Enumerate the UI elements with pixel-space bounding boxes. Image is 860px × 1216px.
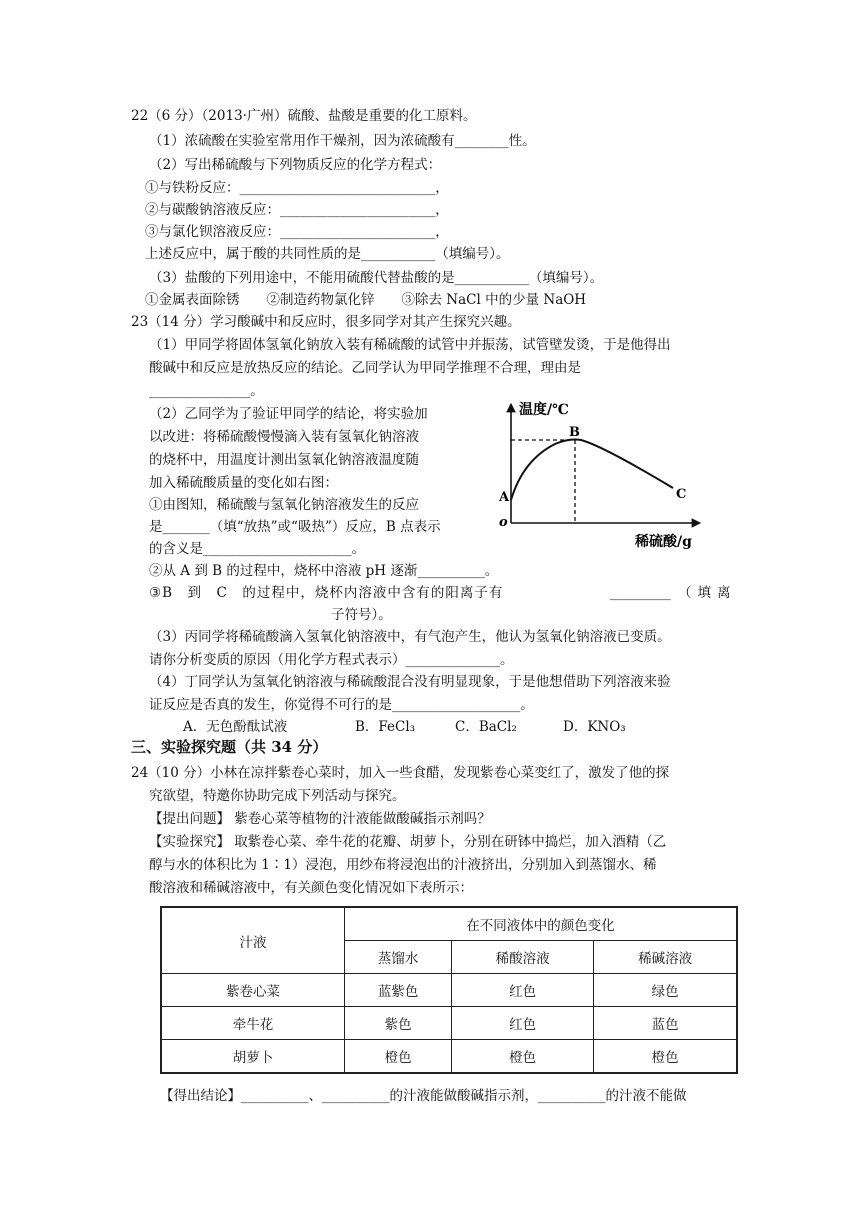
table-cell: 橙色 [594, 1040, 737, 1074]
x-axis-label: 稀硫酸/g [635, 534, 692, 550]
table-cell: 蓝色 [594, 1007, 737, 1040]
q24-question: 【提出问题】 紫卷心菜等植物的汁液能做酸碱指示剂吗？ [149, 811, 491, 827]
table-row [161, 1040, 737, 1074]
table-cell: 紫色 [345, 1007, 452, 1040]
q23-heading: 23（14 分）学习酸碱中和反应时，很多同学对其产生探究兴趣。 [131, 314, 521, 330]
q22-part1: （1）浓硫酸在实验室常用作干燥剂，因为浓硫酸有________性。 [149, 133, 536, 149]
q23-part4-line1: （4）丁同学认为氢氧化钠溶液与稀硫酸混合没有明显现象，于是他想借助下列溶液来验 [149, 674, 671, 690]
temperature-curve [511, 440, 673, 501]
q23-option-b: B．FeCl₃ [355, 719, 416, 735]
q23-part2-line2: 以改进：将稀硫酸慢慢滴入装有氢氧化钠溶液 [149, 429, 419, 445]
q22-reaction3: ③与氯化钡溶液反应：_______________________， [145, 224, 449, 240]
table-cell: 橙色 [345, 1040, 452, 1074]
table-col-header: 稀碱溶液 [594, 941, 737, 974]
q23-part2-line4: 加入稀硫酸质量的变化如右图： [149, 475, 338, 491]
q23-part4-line2: 证反应是否真的发生，你觉得不可行的是___________________。 [149, 697, 534, 713]
table-cell: 橙色 [452, 1040, 594, 1074]
section-title: 三、实验探究题（共 34 分） [131, 738, 328, 756]
table-corner: 汁液 [161, 907, 345, 974]
point-b-label: B [569, 425, 580, 440]
row-label: 牵牛花 [161, 1007, 345, 1040]
q24-conclusion: 【得出结论】__________、__________的汁液能做酸碱指示剂，__________的汁液不能做 [160, 1088, 687, 1104]
temperature-graph [493, 400, 711, 550]
table-cell: 绿色 [594, 974, 737, 1007]
point-c-label: C [676, 487, 687, 502]
section-heading [131, 737, 327, 757]
q23-part1-line1: （1）甲同学将固体氢氧化钠放入装有稀硫酸的试管中并振荡，试管壁发烫，于是他得出 [149, 337, 671, 353]
q23-part2-line3: 的烧杯中，用温度计测出氢氧化钠溶液温度随 [149, 452, 419, 468]
q23-sub3-paren: （填离 [678, 585, 737, 601]
point-a-label: A [499, 490, 510, 505]
q23-option-c: C．BaCl₂ [455, 719, 517, 735]
q23-sub3-line2: 子符号）。 [331, 607, 392, 623]
q23-part3-line2: 请你分析变质的原因（用化学方程式表示）______________。 [149, 652, 514, 668]
q24-experiment-line1: 【实验探究】 取紫卷心菜、牵牛花的花瓣、胡萝卜，分别在研钵中捣烂，加入酒精（乙 [149, 834, 667, 850]
q23-sub3-blank: _________ [610, 585, 671, 601]
table-group-header: 在不同液体中的颜色变化 [345, 907, 738, 941]
q24-experiment-line3: 酸溶液和稀碱溶液中，有关颜色变化情况如下表所示： [149, 880, 473, 896]
q22-part3: （3）盐酸的下列用途中，不能用硫酸代替盐酸的是___________（填编号）。 [149, 270, 604, 286]
table-cell: 红色 [452, 974, 594, 1007]
q24-experiment-line2: 醇与水的体积比为 1∶1）浸泡，用纱布将浸泡出的汁液挤出，分别加入到蒸馏水、稀 [149, 857, 657, 873]
q22-reaction2: ②与碳酸钠溶液反应：_______________________， [145, 202, 449, 218]
q23-part1-line3: _______________。 [149, 383, 264, 399]
q22-options: ①金属表面除锈 ②制造药物氯化锌 ③除去 NaCl 中的少量 NaOH [145, 292, 587, 308]
q23-sub3-line1: ③B 到 C 的过程中，烧杯内溶液中含有的阳离子有 [149, 585, 504, 601]
origin-label: o [499, 515, 508, 530]
y-axis-label: 温度/℃ [519, 402, 569, 418]
q22-part2: （2）写出稀硫酸与下列物质反应的化学方程式： [149, 157, 442, 173]
q23-part3-line1: （3）丙同学将稀硫酸滴入氢氧化钠溶液中，有气泡产生，他认为氢氧化钠溶液已变质。 [149, 629, 671, 645]
table-cell: 红色 [452, 1007, 594, 1040]
q23-option-a: A．无色酚酞试液 [183, 719, 288, 735]
q23-option-d: D．KNO₃ [563, 719, 626, 735]
q22-heading: 22（6 分）（2013·广州）硫酸、盐酸是重要的化工原料。 [131, 108, 477, 124]
table-row [161, 974, 737, 1007]
row-label: 紫卷心菜 [161, 974, 345, 1007]
table-cell: 蓝紫色 [345, 974, 452, 1007]
color-change-table [160, 906, 738, 1074]
q23-sub1-line2: 是_______（填“放热”或“吸热”）反应，B 点表示 [149, 519, 441, 535]
q23-part2-line1: （2）乙同学为了验证甲同学的结论，将实验加 [149, 406, 428, 422]
table-col-header: 稀酸溶液 [452, 941, 594, 974]
row-label: 胡萝卜 [161, 1040, 345, 1074]
q23-sub2: ②从 A 到 B 的过程中，烧杯中溶液 pH 逐渐__________。 [149, 563, 499, 579]
q24-heading-line1: 24（10 分）小林在凉拌紫卷心菜时，加入一些食醋，发现紫卷心菜变红了，激发了他的探 [131, 765, 670, 781]
q23-part1-line2: 酸碱中和反应是放热反应的结论。乙同学认为甲同学推理不合理，理由是 [149, 360, 581, 376]
q23-sub1-line1: ①由图知，稀硫酸与氢氧化钠溶液发生的反应 [149, 497, 419, 513]
q23-sub1-line3: 的含义是______________________。 [149, 541, 365, 557]
q22-reaction1: ①与铁粉反应：_____________________________， [145, 180, 449, 196]
table-row [161, 1007, 737, 1040]
q22-common-property: 上述反应中，属于酸的共同性质的是___________（填编号）。 [145, 246, 510, 262]
table-col-header: 蒸馏水 [345, 941, 452, 974]
q24-heading-line2: 究欲望，特邀你协助完成下列活动与探究。 [149, 788, 406, 804]
